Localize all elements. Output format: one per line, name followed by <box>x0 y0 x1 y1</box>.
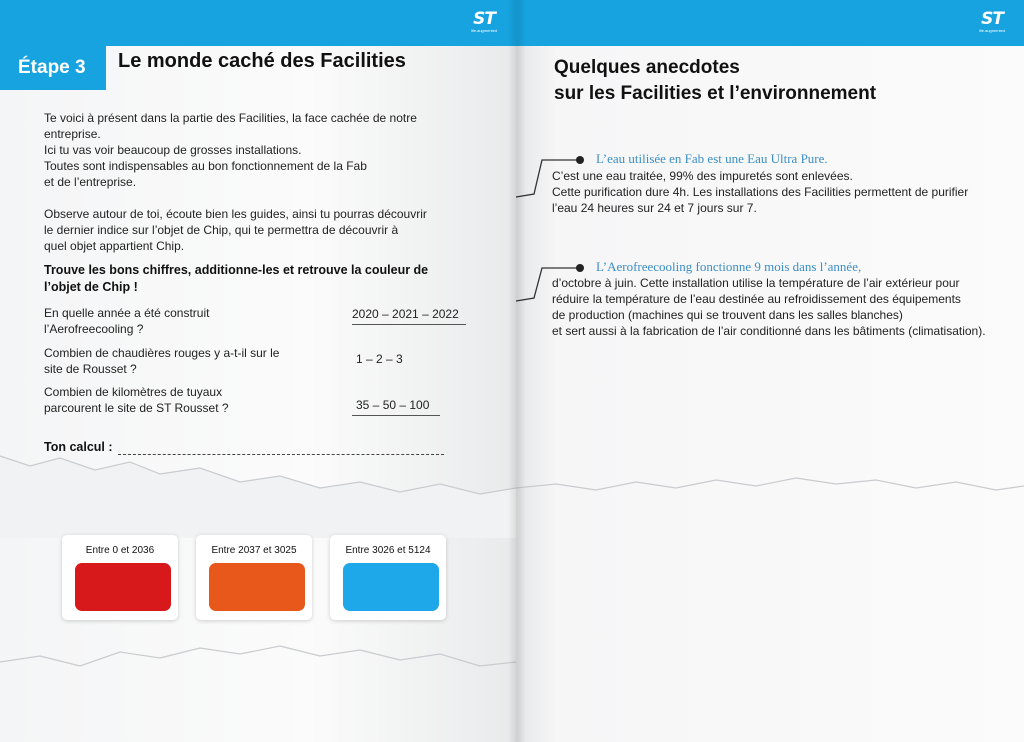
st-logo-tagline: life.augmented <box>978 28 1006 33</box>
title-line: sur les Facilities et l’environnement <box>554 83 877 104</box>
right-page <box>516 0 1024 742</box>
color-card-label: Entre 3026 et 5124 <box>345 545 431 556</box>
color-card-blue <box>330 535 446 620</box>
question-line: l’Aerofreecooling ? <box>44 322 144 336</box>
anecdote-heading-2: L’Aerofreecooling fonctionne 9 mois dans l’année, <box>596 259 862 274</box>
intro-line: le dernier indice sur l’objet de Chip, qui te permettra de découvrir à <box>44 223 399 237</box>
anecdote-line: et sert aussi à la fabrication de l’air conditionné dans les bâtiments (climatisation). <box>552 324 986 338</box>
left-top-band <box>0 0 516 46</box>
st-logo-tagline: life.augmented <box>470 28 498 33</box>
torn-paper-edge-top <box>0 448 516 538</box>
anecdote-line: d’octobre à juin. Cette installation utilise la température de l’air extérieur pour <box>552 276 960 290</box>
task-instruction <box>44 262 444 296</box>
intro-paragraph-2 <box>44 206 444 254</box>
intro-line: entreprise. <box>44 127 101 141</box>
intro-line: Te voici à présent dans la partie des Facilities, la face cachée de notre <box>44 111 417 125</box>
question-line: Combien de chaudières rouges y a-t-il sur le <box>44 346 280 360</box>
st-logo-left <box>464 10 504 36</box>
color-card-label: Entre 2037 et 3025 <box>211 545 297 556</box>
question-1 <box>44 305 304 337</box>
intro-paragraph-1 <box>44 110 444 190</box>
color-card-red <box>62 535 178 620</box>
st-logo-mark: ST <box>473 9 495 29</box>
question-line: Combien de kilomètres de tuyaux <box>44 385 223 399</box>
question-3 <box>44 384 304 416</box>
step-badge: Étape 3 <box>0 46 106 90</box>
book-gutter <box>508 0 526 742</box>
torn-paper-edge-right <box>516 470 1024 510</box>
intro-line: Observe autour de toi, écoute bien les guides, ainsi tu pourras découvrir <box>44 207 427 221</box>
intro-line: quel objet appartient Chip. <box>44 239 185 253</box>
task-line: Trouve les bons chiffres, additionne-les et retrouve la couleur de <box>44 263 429 277</box>
anecdote-heading-1: L’eau utilisée en Fab est une Eau Ultra Pure. <box>596 151 828 166</box>
answer-choices-1: 2020 – 2021 – 2022 <box>352 307 466 325</box>
anecdote-body-1 <box>552 168 1012 216</box>
color-swatch-orange <box>209 563 305 611</box>
color-card-label: Entre 0 et 2036 <box>85 545 155 556</box>
question-2 <box>44 345 304 377</box>
anecdote-connectors <box>516 0 1024 742</box>
anecdote-line: Cette purification dure 4h. Les installations des Facilities permettent de purifier <box>552 185 969 199</box>
question-line: En quelle année a été construit <box>44 306 210 320</box>
intro-line: et de l’entreprise. <box>44 175 137 189</box>
calc-label: Ton calcul : <box>44 440 113 454</box>
st-logo-mark: ST <box>981 9 1003 29</box>
question-line: site de Rousset ? <box>44 362 137 376</box>
task-line: l’objet de Chip ! <box>44 280 138 294</box>
anecdote-line: de production (machines qui se trouvent dans les salles blanches) <box>552 308 903 322</box>
title-line: Quelques anecdotes <box>554 57 740 78</box>
anecdote-line: C’est une eau traitée, 99% des impuretés sont enlevées. <box>552 169 853 183</box>
color-swatch-red <box>75 563 171 611</box>
page-title: Le monde caché des Facilities <box>118 50 406 72</box>
anecdote-line: réduire la température de l’eau destinée au refroidissement des équipements <box>552 292 961 306</box>
torn-paper-edge-bottom <box>0 632 516 692</box>
color-card-orange <box>196 535 312 620</box>
intro-text <box>44 110 444 270</box>
intro-line: Ici tu vas voir beaucoup de grosses installations. <box>44 143 302 157</box>
answer-choices-2: 1 – 2 – 3 <box>356 352 403 366</box>
color-swatch-blue <box>343 563 439 611</box>
anecdote-body-2 <box>552 275 1012 339</box>
answer-choices-3: 35 – 50 – 100 <box>352 398 440 416</box>
question-line: parcourent le site de ST Rousset ? <box>44 401 229 415</box>
intro-line: Toutes sont indispensables au bon fonctionnement de la Fab <box>44 159 367 173</box>
anecdote-line: l’eau 24 heures sur 24 et 7 jours sur 7. <box>552 201 757 215</box>
